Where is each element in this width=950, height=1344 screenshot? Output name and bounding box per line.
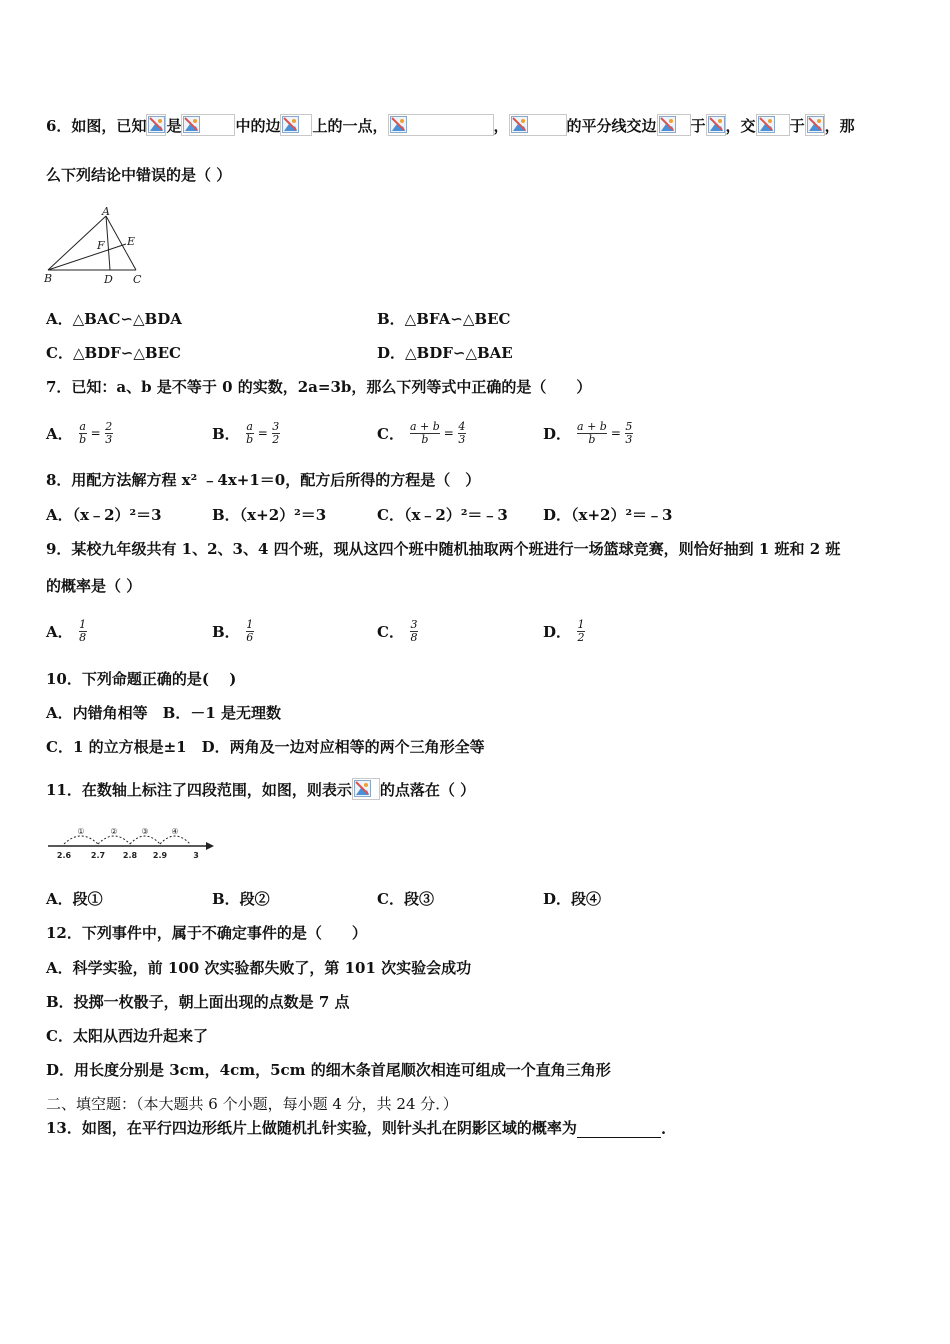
- tick-label: 3: [193, 851, 199, 860]
- fraction: $\frac{1}{6}$: [246, 617, 254, 644]
- fraction: $\frac{a + b}{b}$: [577, 419, 607, 446]
- fraction: $\frac{1}{2}$: [577, 617, 585, 644]
- q9-stem-line-2: 的概率是（ ）: [46, 577, 142, 595]
- broken-image-icon: [280, 114, 312, 136]
- segment-arc-3: [130, 836, 160, 844]
- q6-text: 于: [789, 117, 805, 135]
- label-f: F: [97, 239, 105, 252]
- q11-option-c: C．段③: [377, 890, 434, 908]
- q11-option-a: A．段①: [46, 890, 103, 908]
- label-b: B: [44, 272, 53, 285]
- q10-options-ab: A．内错角相等 B．－1 是无理数: [46, 704, 281, 722]
- segment-arc-2: [98, 836, 130, 844]
- answer-blank[interactable]: [577, 1123, 661, 1138]
- q10-options-cd: C．1 的立方根是±1 D．两角及一边对应相等的两个三角形全等: [46, 738, 485, 756]
- q12-option-a: A．科学实验，前 100 次实验都失败了，第 101 次实验会成功: [46, 959, 472, 977]
- fraction: $\frac{4}{3}$: [458, 419, 466, 446]
- q9-option-d: D． $\frac{1}{2}$: [543, 617, 585, 644]
- q12-option-b: B．投掷一枚骰子，朝上面出现的点数是 7 点: [46, 993, 350, 1011]
- q6-text: ，那: [824, 117, 855, 135]
- fraction: $\frac{3}{8}$: [410, 617, 418, 644]
- q6-text: 6．如图，已知: [46, 117, 147, 135]
- fraction: $\frac{a + b}{b}$: [409, 419, 440, 446]
- q9-option-c: C． $\frac{3}{8}$: [377, 617, 418, 644]
- q6-option-c: C．△BDF∽△BEC: [46, 344, 181, 362]
- q12-option-d: D．用长度分别是 3cm，4cm，5cm 的细木条首尾顺次相连可组成一个直角三角形: [46, 1061, 611, 1079]
- label-d: D: [104, 273, 113, 286]
- segment-be: [48, 244, 126, 270]
- q6-text: ，: [493, 117, 509, 135]
- q8-option-a: A．（x﹣2）²＝3: [46, 506, 162, 524]
- number-line-figure: [46, 824, 216, 864]
- q8-option-d: D．（x+2）²＝﹣3: [543, 506, 673, 524]
- fraction: $\frac{2}{3}$: [105, 419, 113, 446]
- segment-ad: [106, 216, 110, 270]
- q6-text: ，交: [725, 117, 756, 135]
- tick-label: 2.9: [152, 851, 168, 860]
- broken-image-icon: [146, 114, 166, 136]
- fraction: $\frac{5}{3}$: [625, 419, 633, 446]
- q6-text: 于: [690, 117, 706, 135]
- q7-option-d: D． $\frac{a + b}{b}$ = $\frac{5}{3}$: [543, 419, 633, 446]
- triangle-figure: [40, 204, 150, 288]
- tick-label: 2.6: [56, 851, 72, 860]
- segment-label: ③: [141, 827, 149, 836]
- segment-arc-4: [160, 836, 190, 844]
- q8-option-c: C．（x﹣2）²＝﹣3: [377, 506, 508, 524]
- q6-line-2: 么下列结论中错误的是（ ）: [46, 166, 232, 184]
- q6-option-b: B．△BFA∽△BEC: [377, 310, 511, 328]
- q11-option-d: D．段④: [543, 890, 602, 908]
- q8-option-b: B．（x+2）²＝3: [212, 506, 327, 524]
- broken-image-icon: [706, 114, 726, 136]
- q6-option-a: A．△BAC∽△BDA: [46, 310, 182, 328]
- fraction: $\frac{3}{2}$: [272, 419, 280, 446]
- q7-option-c: C． $\frac{a + b}{b}$ = $\frac{4}{3}$: [377, 419, 466, 446]
- q6-text: 中的边: [235, 117, 281, 135]
- fraction: $\frac{a}{b}$: [79, 419, 87, 446]
- broken-image-icon: [181, 114, 235, 136]
- label-a: A: [102, 205, 110, 218]
- broken-image-icon: [657, 114, 691, 136]
- q12-stem: 12．下列事件中，属于不确定事件的是（ ）: [46, 924, 367, 942]
- q6-text: 上的一点，: [312, 117, 388, 135]
- q11-stem: 11．在数轴上标注了四段范围，如图，则表示 的点落在（ ）: [46, 766, 475, 800]
- fraction: $\frac{a}{b}$: [246, 419, 254, 446]
- segment-label: ④: [171, 827, 179, 836]
- q7-stem: 7．已知：a、b 是不等于 0 的实数，2a=3b，那么下列等式中正确的是（ ）: [46, 378, 592, 396]
- q6-text: 是: [166, 117, 182, 135]
- q12-option-c: C．太阳从西边升起来了: [46, 1027, 208, 1045]
- q9-stem: 9．某校九年级共有 1、2、3、4 四个班，现从这四个班中随机抽取两个班进行一场篮球竞赛，则恰好抽到 1 班和 2 班: [46, 540, 841, 558]
- segment-label: ①: [77, 827, 85, 836]
- tick-label: 2.7: [90, 851, 106, 860]
- q11-option-b: B．段②: [212, 890, 270, 908]
- q8-stem: 8．用配方法解方程 x² ﹣4x+1＝0，配方后所得的方程是（ ）: [46, 471, 481, 489]
- broken-image-icon: [509, 114, 567, 136]
- label-c: C: [133, 273, 142, 286]
- broken-image-icon: [805, 114, 825, 136]
- broken-image-icon: [352, 778, 380, 800]
- section-heading: 二、填空题：（本大题共 6 个小题，每小题 4 分，共 24 分．）: [46, 1095, 458, 1113]
- q9-option-a: A． $\frac{1}{8}$: [46, 617, 87, 644]
- broken-image-icon: [756, 114, 790, 136]
- q6-line-1: [46, 100, 855, 136]
- broken-image-icon: [388, 114, 494, 136]
- fraction: $\frac{1}{8}$: [79, 617, 87, 644]
- arrow-icon: [206, 842, 214, 850]
- q13-stem: 13．如图，在平行四边形纸片上做随机扎针实验，则针头扎在阴影区域的概率为 .: [46, 1119, 667, 1138]
- q7-option-b: B． $\frac{a}{b}$ = $\frac{3}{2}$: [212, 419, 280, 446]
- q6-option-d: D．△BDF∽△BAE: [377, 344, 513, 362]
- tick-label: 2.8: [122, 851, 138, 860]
- q7-option-a: A． $\frac{a}{b}$ = $\frac{2}{3}$: [46, 419, 113, 446]
- label-e: E: [127, 235, 136, 248]
- q10-stem: 10．下列命题正确的是( ): [46, 670, 237, 688]
- segment-arc-1: [64, 836, 98, 844]
- segment-label: ②: [110, 827, 118, 836]
- q9-option-b: B． $\frac{1}{6}$: [212, 617, 254, 644]
- q6-text: 的平分线交边: [566, 117, 657, 135]
